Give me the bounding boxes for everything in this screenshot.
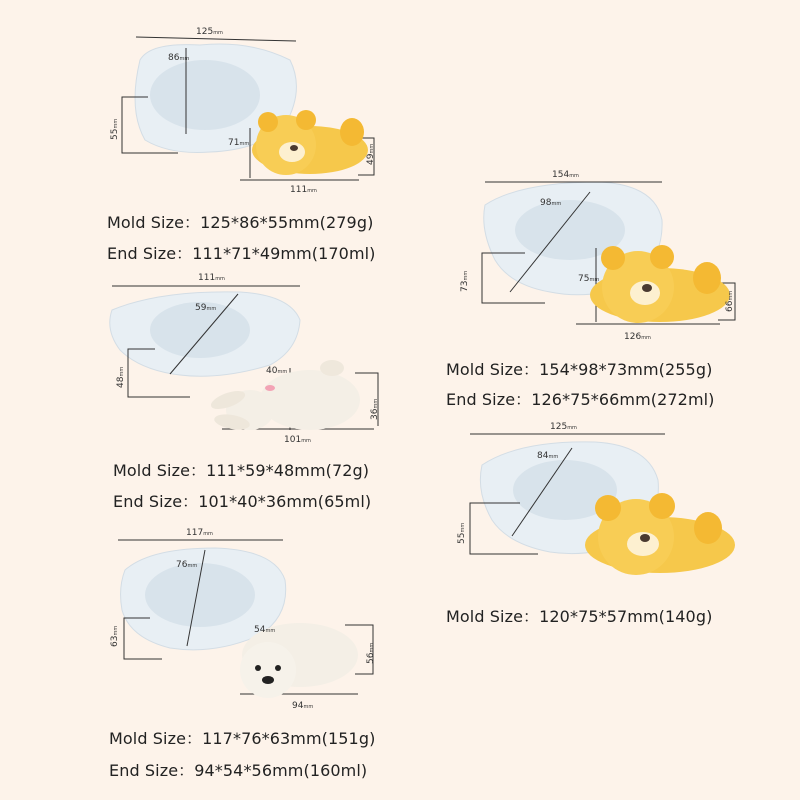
- sleeping-bear-figure: [590, 245, 730, 323]
- mold-size-caption: Mold Size：111*59*48mm(72g): [113, 461, 370, 480]
- dim-end-height: 56mm: [366, 642, 376, 664]
- product-panel-seal: [0, 520, 400, 800]
- dim-mold-depth: 84mm: [537, 451, 559, 461]
- dim-end-width: 94mm: [292, 701, 314, 711]
- end-size-caption: End Size：101*40*36mm(65ml): [113, 492, 372, 511]
- dim-mold-depth: 98mm: [540, 198, 562, 208]
- end-size-caption: End Size：126*75*66mm(272ml): [446, 390, 715, 409]
- dim-end-depth: 71mm: [228, 138, 250, 148]
- dim-end-height: 66mm: [725, 290, 735, 312]
- dim-mold-width: 154mm: [552, 170, 579, 180]
- dim-mold-width: 111mm: [198, 273, 225, 283]
- dim-mold-depth: 59mm: [195, 303, 217, 313]
- mold-size-caption: Mold Size：154*98*73mm(255g): [446, 360, 713, 379]
- product-panel-bear-medium: [400, 420, 800, 640]
- dim-end-width: 111mm: [290, 185, 317, 195]
- dim-end-depth: 40mm: [266, 366, 288, 376]
- dim-end-width: 101mm: [284, 435, 311, 445]
- sleeping-bear-figure: [252, 110, 368, 175]
- product-panel-bunny: [0, 270, 400, 520]
- mold-cavity: [150, 60, 260, 130]
- dim-mold-height: 55mm: [457, 522, 467, 544]
- mold-size-caption: Mold Size：120*75*57mm(140g): [446, 607, 713, 626]
- dim-mold-width: 117mm: [186, 528, 213, 538]
- dim-end-height: 49mm: [366, 143, 376, 165]
- mold-size-caption: Mold Size：125*86*55mm(279g): [107, 213, 374, 232]
- dim-mold-depth: 86mm: [168, 53, 190, 63]
- end-size-caption: End Size：94*54*56mm(160ml): [109, 761, 368, 780]
- product-panel-bear-small: [0, 0, 400, 270]
- sleeping-bear-figure: [585, 493, 735, 575]
- dim-mold-width: 125mm: [550, 422, 577, 432]
- dim-mold-height: 55mm: [110, 118, 120, 140]
- dim-mold-depth: 76mm: [176, 560, 198, 570]
- mold-cavity: [145, 563, 255, 627]
- dim-end-depth: 75mm: [578, 274, 600, 284]
- dim-mold-height: 48mm: [116, 366, 126, 388]
- end-size-caption: End Size：111*71*49mm(170ml): [107, 244, 376, 263]
- dim-mold-height: 73mm: [460, 270, 470, 292]
- dim-end-width: 126mm: [624, 332, 651, 342]
- dim-mold-height: 63mm: [110, 625, 120, 647]
- dim-mold-width: 125mm: [196, 27, 223, 37]
- dim-end-height: 36mm: [370, 398, 380, 420]
- product-panel-bear-large: [400, 160, 800, 420]
- mold-size-caption: Mold Size：117*76*63mm(151g): [109, 729, 376, 748]
- dim-end-depth: 54mm: [254, 625, 276, 635]
